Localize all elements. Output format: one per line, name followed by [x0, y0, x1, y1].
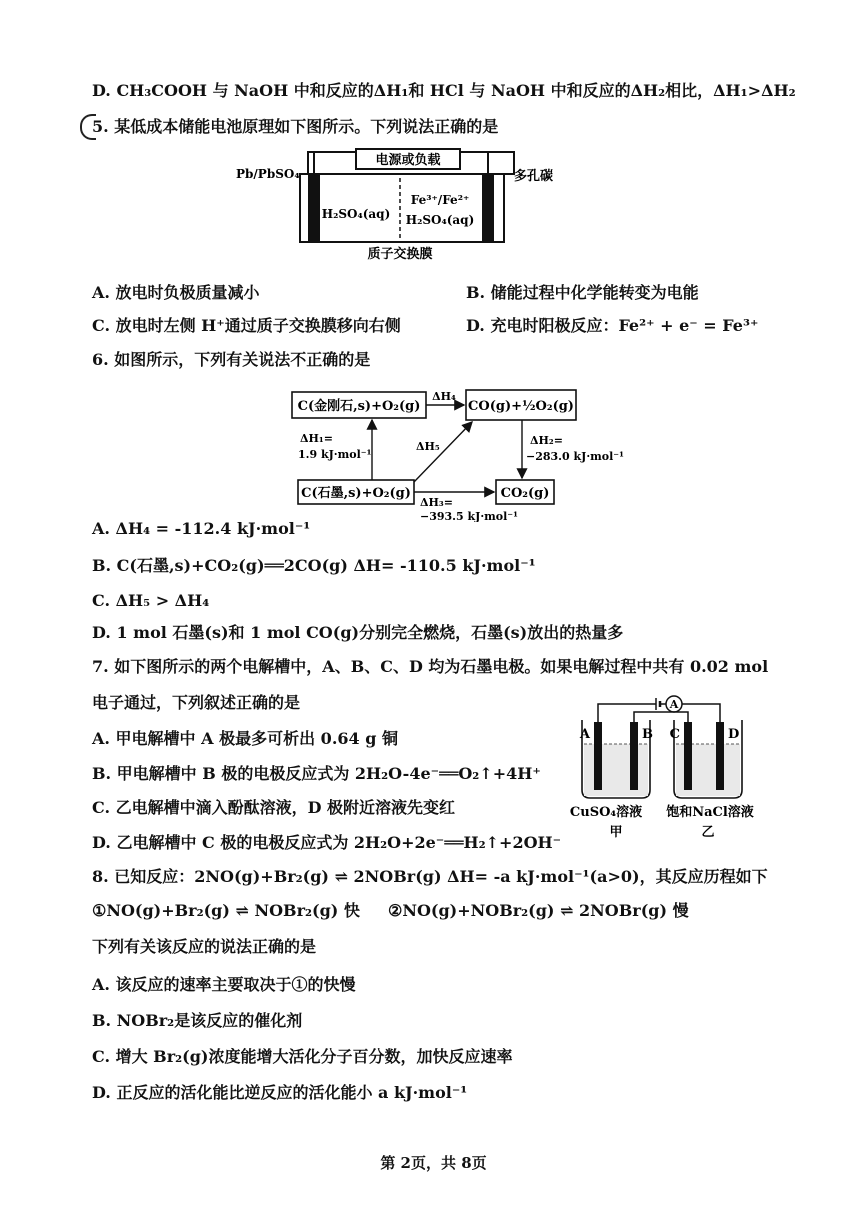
q7-electrode-a [594, 722, 602, 790]
q7-option-d: D. 乙电解槽中 C 极的电极反应式为 2H₂O+2e⁻══H₂↑+2OH⁻ [92, 833, 562, 852]
q7-label-c: C [669, 727, 680, 742]
q6-dh1-value: 1.9 kJ·mol⁻¹ [298, 448, 372, 461]
q8-step2: ②NO(g)+NOBr₂(g) ⇌ 2NOBr(g) 慢 [388, 901, 689, 920]
q7-label-d: D [728, 727, 740, 742]
q6-box-diamond: C(金刚石,s)+O₂(g) [297, 399, 421, 414]
q6-dh4-label: ΔH₄ [432, 390, 456, 403]
q5-option-a: A. 放电时负极质量减小 [92, 283, 260, 302]
q6-stem: 6. 如图所示，下列有关说法不正确的是 [92, 350, 371, 369]
q7-option-c: C. 乙电解槽中滴入酚酞溶液，D 极附近溶液先变红 [92, 798, 456, 817]
q8-option-d: D. 正反应的活化能比逆反应的活化能小 a kJ·mol⁻¹ [92, 1083, 468, 1102]
q4-option-d: D. CH₃COOH 与 NaOH 中和反应的ΔH₁和 HCl 与 NaOH 中和反应的ΔH₂相比，ΔH₁>ΔH₂ [92, 81, 796, 100]
q5-stem: 5. 某低成本储能电池原理如下图所示。下列说法正确的是 [92, 117, 499, 136]
q5-battery-diagram [230, 148, 570, 260]
q7-electrode-d [716, 722, 724, 790]
q5-membrane-label: 质子交换膜 [367, 247, 433, 260]
q5-left-label: Pb/PbSO₄ [236, 167, 300, 181]
q6-dh3-label: ΔH₃= [420, 496, 453, 509]
q5-option-d: D. 充电时阳极反应：Fe²⁺ + e⁻ = Fe³⁺ [466, 316, 759, 335]
q6-box-co2: CO₂(g) [500, 486, 550, 501]
q7-ammeter-label: A [669, 698, 679, 711]
q8-step1: ①NO(g)+Br₂(g) ⇌ NOBr₂(g) 快 [92, 901, 360, 920]
q8-stem-line2: 下列有关该反应的说法正确的是 [92, 937, 317, 956]
q6-dh5-label: ΔH₅ [416, 440, 440, 453]
q8-stem-line1: 8. 已知反应：2NO(g)+Br₂(g) ⇌ 2NOBr(g) ΔH= -a kJ·mol⁻¹(a>0)，其反应历程如下 [92, 867, 768, 886]
q5-right-electrode [482, 174, 494, 242]
q6-option-d: D. 1 mol 石墨(s)和 1 mol CO(g)分别完全燃烧，石墨(s)放出的热量多 [92, 623, 624, 642]
q5-power-label: 电源或负载 [375, 153, 441, 168]
q5-right-solution-acid: H₂SO₄(aq) [405, 213, 475, 227]
q7-left-solution: CuSO₄溶液 [569, 805, 643, 820]
q7-stem-line2: 电子通过，下列叙述正确的是 [92, 693, 301, 712]
q5-option-b: B. 储能过程中化学能转变为电能 [466, 283, 699, 302]
page-footer: 第 2页，共 8页 [380, 1154, 487, 1172]
q5-right-label: 多孔碳 [514, 169, 554, 184]
q7-label-a: A [579, 727, 590, 742]
q6-enthalpy-diagram [290, 382, 650, 522]
q6-option-b: B. C(石墨,s)+CO₂(g)══2CO(g) ΔH= -110.5 kJ·mol⁻¹ [92, 556, 536, 575]
q7-left-name: 甲 [609, 825, 623, 840]
q6-box-graphite: C(石墨,s)+O₂(g) [301, 486, 411, 501]
q6-option-a: A. ΔH₄ = -112.4 kJ·mol⁻¹ [92, 519, 311, 538]
q7-stem-line1: 7. 如下图所示的两个电解槽中，A、B、C、D 均为石墨电极。如果电解过程中共有 0.02 mol [92, 657, 769, 676]
q5-left-solution: H₂SO₄(aq) [321, 207, 391, 221]
q6-dh1-label: ΔH₁= [300, 432, 333, 445]
q5-left-electrode [308, 174, 320, 242]
q6-dh2-value: −283.0 kJ·mol⁻¹ [526, 450, 624, 463]
q7-label-b: B [642, 727, 653, 742]
q7-electrolysis-diagram [562, 694, 772, 840]
q8-option-b: B. NOBr₂是该反应的催化剂 [92, 1011, 303, 1030]
q6-option-c: C. ΔH₅ > ΔH₄ [92, 591, 210, 610]
q6-dh3-value: −393.5 kJ·mol⁻¹ [420, 510, 518, 522]
q5-option-c: C. 放电时左侧 H⁺通过质子交换膜移向右侧 [92, 316, 401, 335]
q6-box-co: CO(g)+½O₂(g) [468, 399, 574, 414]
q7-option-a: A. 甲电解槽中 A 极最多可析出 0.64 g 铜 [92, 729, 398, 748]
q8-option-c: C. 增大 Br₂(g)浓度能增大活化分子百分数，加快反应速率 [92, 1047, 513, 1066]
q5-right-solution-ions: Fe³⁺/Fe²⁺ [410, 193, 470, 207]
q7-right-name: 乙 [701, 825, 715, 840]
q7-electrode-c [684, 722, 692, 790]
q8-option-a: A. 该反应的速率主要取决于①的快慢 [92, 975, 356, 994]
q7-electrode-b [630, 722, 638, 790]
q6-dh2-label: ΔH₂= [530, 434, 563, 447]
q7-right-solution: 饱和NaCl溶液 [666, 805, 754, 820]
q7-option-b: B. 甲电解槽中 B 极的电极反应式为 2H₂O-4e⁻══O₂↑+4H⁺ [92, 764, 541, 783]
